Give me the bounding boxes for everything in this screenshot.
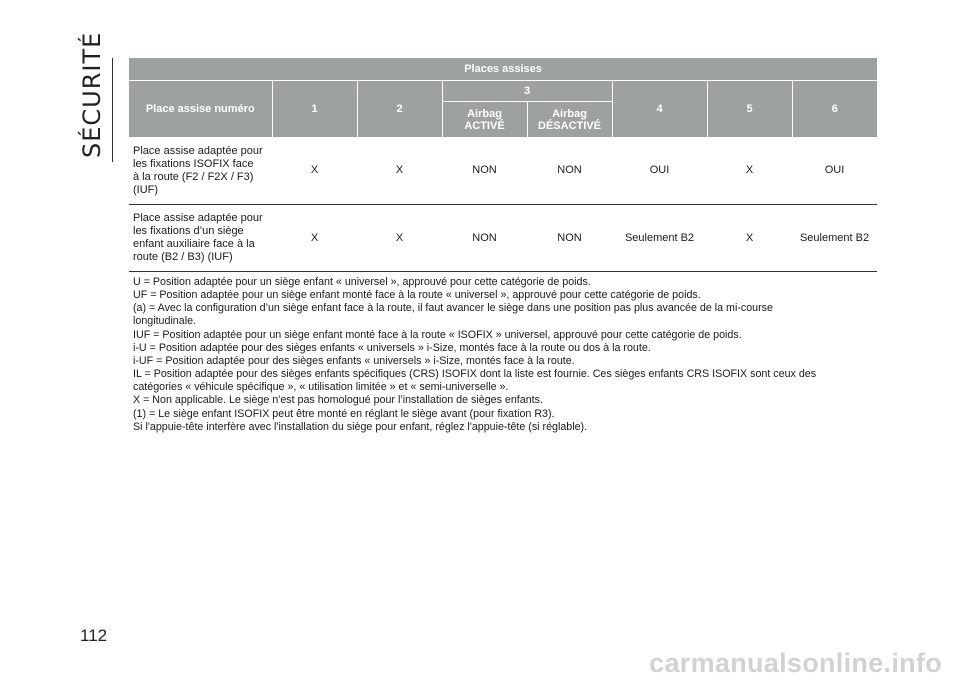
airbag-label: Airbag	[467, 107, 502, 120]
table-cell: NON	[442, 137, 527, 205]
row-label-line: Place assise adaptée pour	[133, 144, 263, 157]
airbag-state: ACTIVÉ	[464, 119, 505, 132]
note-line: Si l'appuie-tête interfère avec l'installation du siège pour enfant, réglez l'appuie-tête (si réglable).	[133, 420, 588, 433]
watermark-logo: carmanualsonline.info	[649, 648, 942, 678]
seat-header-2: 2	[357, 81, 442, 138]
table-cell: X	[272, 137, 357, 205]
row-label-line: route (B2 / B3) (IUF)	[133, 251, 233, 263]
corner-header: Place assise numéro	[129, 81, 272, 138]
page-number: 112	[80, 626, 108, 645]
note-line: (1) = Le siège enfant ISOFIX peut être monté en réglant le siège avant (pour fixation R3).	[133, 407, 555, 420]
table-row	[129, 205, 877, 272]
note-line: i-U = Position adaptée pour des sièges enfants « universels » i-Size, montés face à la route ou dos à la route.	[133, 341, 651, 354]
table-row	[129, 137, 877, 205]
table-cell: X	[357, 205, 442, 272]
seat-header-4: 4	[612, 81, 707, 138]
seat3-airbag-inactive-header	[527, 102, 612, 138]
table-cell: OUI	[612, 137, 707, 205]
section-divider	[112, 58, 113, 162]
row-label-line: les fixations d’un siège	[133, 225, 244, 237]
table-cell: NON	[442, 205, 527, 272]
table-cell: NON	[527, 205, 612, 272]
table-cell: Seulement B2	[612, 205, 707, 272]
seat3-airbag-active-header	[442, 102, 527, 138]
seating-table	[129, 58, 877, 272]
table-cell: X	[707, 205, 792, 272]
airbag-label: Airbag	[552, 107, 587, 120]
note-line: IL = Position adaptée pour des sièges enfants spécifiques (CRS) ISOFIX dont la liste est fournie. Ces sièges enfants CRS ISOFIX sont ceux des	[133, 368, 817, 381]
note-line: U = Position adaptée pour un siège enfant « universel », approuvé pour cette catégorie de poids.	[133, 276, 591, 288]
table-cell: X	[357, 137, 442, 205]
row-label-line: enfant auxiliaire face à la	[133, 238, 255, 250]
row-label-line: à la route (F2 / F2X / F3)	[133, 170, 254, 183]
note-line: UF = Position adaptée pour un siège enfant monté face à la route « universel », approuvé pour cette catégorie de poids.	[133, 289, 701, 302]
seat-header-3: 3	[442, 81, 612, 102]
note-line: (a) = Avec la configuration d’un siège enfant face à la route, il faut avancer le siège dans une position pas plus avancée de la mi-course	[133, 302, 773, 315]
seat-header-1: 1	[272, 81, 357, 138]
row-label-line: (IUF)	[133, 183, 159, 196]
note-line: i-UF = Position adaptée pour des sièges enfants « universels » i-Size, montés face à la route.	[133, 354, 575, 367]
table-group-header: Places assises	[129, 58, 877, 81]
table-cell: NON	[527, 137, 612, 205]
row-label	[129, 137, 272, 205]
row-label-line: Place assise adaptée pour	[133, 212, 263, 224]
seat-header-5: 5	[707, 81, 792, 138]
airbag-state: DÉSACTIVÉ	[538, 119, 601, 132]
note-line: catégories « véhicule spécifique », « utilisation limitée » et « semi-universelle ».	[133, 381, 509, 394]
table-cell: OUI	[792, 137, 877, 205]
note-line: IUF = Position adaptée pour un siège enfant monté face à la route « ISOFIX » universel, approuvé pour cette catégorie de poids.	[133, 328, 742, 341]
section-title: SÉCURITÉ	[78, 31, 106, 158]
table-cell: X	[707, 137, 792, 205]
legend-notes	[133, 276, 878, 434]
row-label-line: les fixations ISOFIX face	[133, 157, 254, 170]
table-cell: Seulement B2	[792, 205, 877, 272]
note-line: X = Non applicable. Le siège n'est pas homologué pour l’installation de sièges enfants.	[133, 394, 543, 407]
seat-header-6: 6	[792, 81, 877, 138]
note-line: longitudinale.	[133, 315, 196, 328]
row-label	[129, 205, 272, 272]
table-cell: X	[272, 205, 357, 272]
